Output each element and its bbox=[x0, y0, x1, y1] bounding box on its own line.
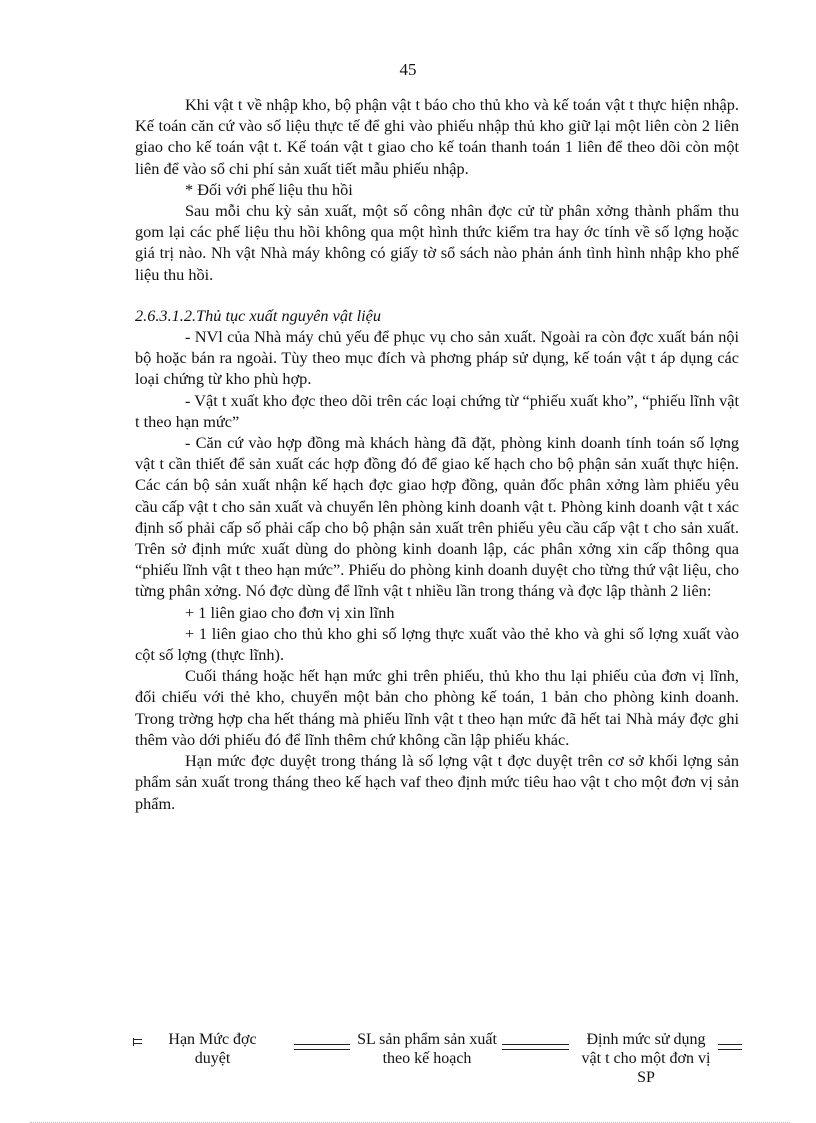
formula-multiply-sign bbox=[502, 1044, 569, 1050]
paragraph-issue-documents: - Vật t xuất kho đợc theo dõi trên các loại chứng từ “phiếu xuất kho”, “phiếu lĩnh vật t theo hạn mức” bbox=[135, 390, 739, 431]
paragraph-copy-one: + 1 liên giao cho đơn vị xin lĩnh bbox=[185, 602, 395, 622]
formula-left-term: Hạn Mức đợc duyệt bbox=[168, 1031, 257, 1067]
paragraph-receipt-process: Khi vật t về nhập kho, bộ phận vật t báo cho thủ kho và kế toán vật t thực hiện nhập. Kế toán căn cứ vào số liệu thực tế để ghi vào phiếu nhập thủ kho giữ lại một liên còn 2 liên giao cho kế toán vật t. Kế toán vật t giao cho kế toán thanh toán 1 liên để theo dõi còn một liên để vào sổ chi phí sản xuất tiết mẫu phiếu nhập. bbox=[135, 95, 739, 178]
formula-trailing-mark bbox=[718, 1044, 742, 1050]
paragraph-month-end: Cuối tháng hoặc hết hạn mức ghi trên phiếu, thủ kho thu lại phiếu của đơn vị lĩnh, đối chiếu với thẻ kho, chuyển một bản cho phòng kế toán, 1 bản cho phòng kinh doanh. Trong trờng hợp cha hết tháng mà phiếu lĩnh vật t theo hạn mức đã hết tai Nhà máy đợc ghi thêm vào dới phiếu đó để lĩnh thêm chứ không cần lập phiếu khác. bbox=[135, 666, 739, 749]
paragraph-quota-definition: Hạn mức đợc duyệt trong tháng là số lợng vật t đợc duyệt trên cơ sở khối lợng sản phẩm sản xuất trong tháng theo kế hạch vaf theo định mức tiêu hao vật t cho một đơn vị sản phẩm. bbox=[135, 751, 739, 813]
formula-right-term: Định mức sử dụng vật t cho một đơn vị SP bbox=[581, 1031, 711, 1086]
quota-formula bbox=[0, 1030, 816, 1090]
formula-middle-term: SL sản phẩm sản xuất theo kế hoạch bbox=[357, 1031, 497, 1067]
paragraph-contract-process: - Căn cứ vào hợp đồng mà khách hàng đã đặt, phòng kinh doanh tính toán số lợng vật t cần thiết để sản xuất các hợp đồng đó để giao kế hạch cho bộ phận sản xuất thực hiện. Các cán bộ sản xuất nhận kế hạch đợc giao hợp đồng, quản đốc phân xởng làm phiếu yêu cầu cấp vật t cho sản xuất và chuyển lên phòng kinh doanh vật t. Phòng kinh doanh vật t xác định số phải cấp số phải cấp cho bộ phận sản xuất trên phiếu yêu cầu cấp vật t cho sản xuất. Trên sở định mức xuất dùng do phòng kinh doanh lập, các phân xởng xin cấp thông qua “phiếu lĩnh vật t theo hạn mức”. Phiếu do phòng kinh doanh duyệt cho từng thứ vật liệu, cho từng phân xởng. Nó đợc dùng để lĩnh vật t nhiều lần trong tháng và đợc lập thành 2 liên: bbox=[135, 433, 739, 601]
equals-mark bbox=[133, 1038, 142, 1046]
paragraph-nvl-usage: - NVl của Nhà máy chủ yếu để phục vụ cho sản xuất. Ngoài ra còn đợc xuất bán nội bộ hoặc bán ra ngoài. Tùy theo mục đích và phơng pháp sử dụng, kế toán vật t áp dụng các loại chứng từ kho phù hợp. bbox=[135, 327, 739, 389]
formula-equals-sign bbox=[294, 1044, 350, 1050]
body-text bbox=[135, 94, 739, 814]
paragraph-copy-two: + 1 liên giao cho thủ kho ghi số lợng thực xuất vào thẻ kho và ghi số lợng xuất vào cột số lợng (thực lĩnh). bbox=[135, 623, 739, 665]
page-number: 45 bbox=[399, 60, 417, 79]
paragraph-scrap-heading: * Đối với phế liệu thu hồi bbox=[185, 179, 353, 199]
paragraph-scrap-collection: Sau mỗi chu kỳ sản xuất, một số công nhân đợc cử từ phân xởng thành phẩm thu gom lại các phế liệu thu hồi không qua một hình thức kiểm tra hay ớc tính về số lợng hoặc giá trị nào. Nh vật Nhà máy không có giấy tờ sổ sách nào phản ánh tình hình nhập kho phế liệu thu hồi. bbox=[135, 201, 739, 284]
section-heading: 2.6.3.1.2.Thủ tục xuất nguyên vật liệu bbox=[135, 305, 381, 325]
